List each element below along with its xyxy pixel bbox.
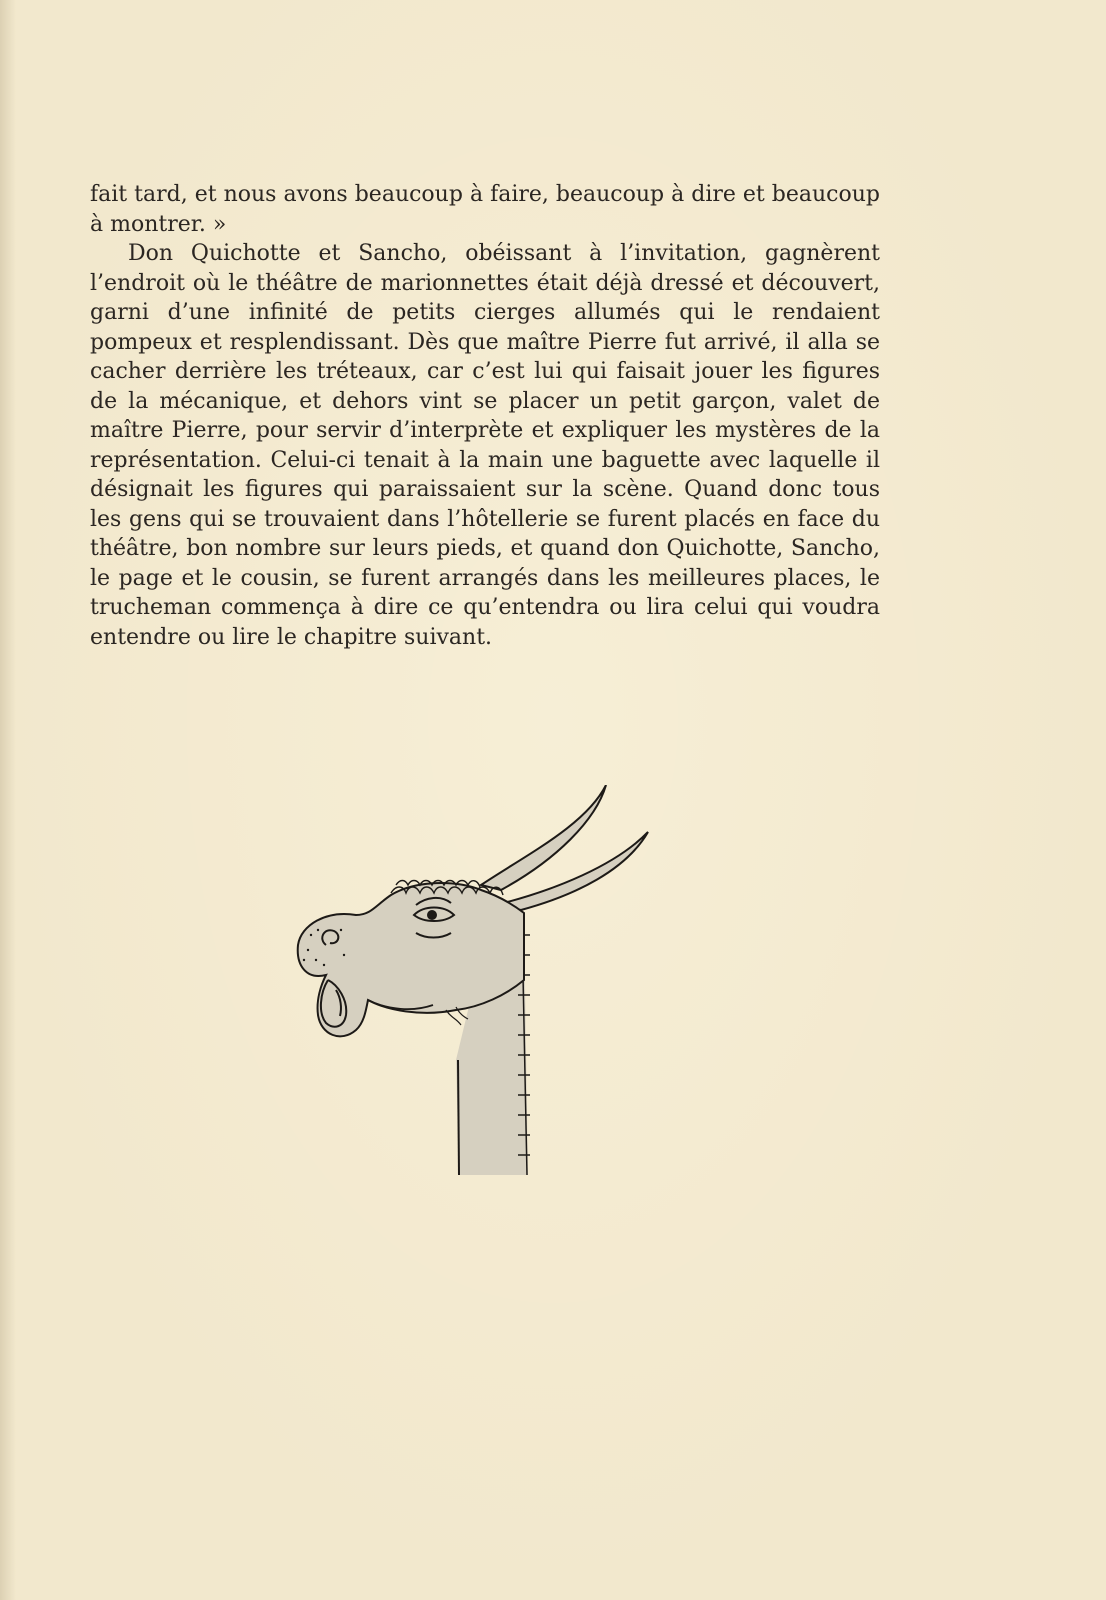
paragraph-continuation: fait tard, et nous avons beaucoup à faire, beaucoup à dire et beaucoup à montrer. » xyxy=(90,182,880,237)
paragraph-main: Don Quichotte et Sancho, obéissant à l’invitation, gagnèrent l’endroit où le théâtre de marionnettes était déjà dressé et découvert, garni d’une infinité de petits cierges allumés qui le rendaient pompeux et resplendissant. Dès que maître Pierre fut arrivé, il alla se cacher derrière les tréteaux, car c’est lui qui faisait jouer les figures de la mécanique, et dehors vint se placer un petit garçon, valet de maître Pierre, pour servir d’interprète et expliquer les mystères de la représentation. Celui-ci tenait à la main une baguette avec laquelle il désignait les figures qui paraissaient sur la scène. Quand donc tous les gens qui se trouvaient dans l’hôtellerie se furent placés en face du théâtre, bon nombre sur leurs pieds, et quand don Quichotte, Sancho, le page et le cousin, se furent arrangés dans les meilleures places, le trucheman commença à dire ce qu’entendra ou lira celui qui voudra entendre ou lire le chapitre suivant. xyxy=(90,241,880,650)
body-text xyxy=(90,180,880,652)
donkey-head-letter-t-icon xyxy=(296,785,666,1205)
